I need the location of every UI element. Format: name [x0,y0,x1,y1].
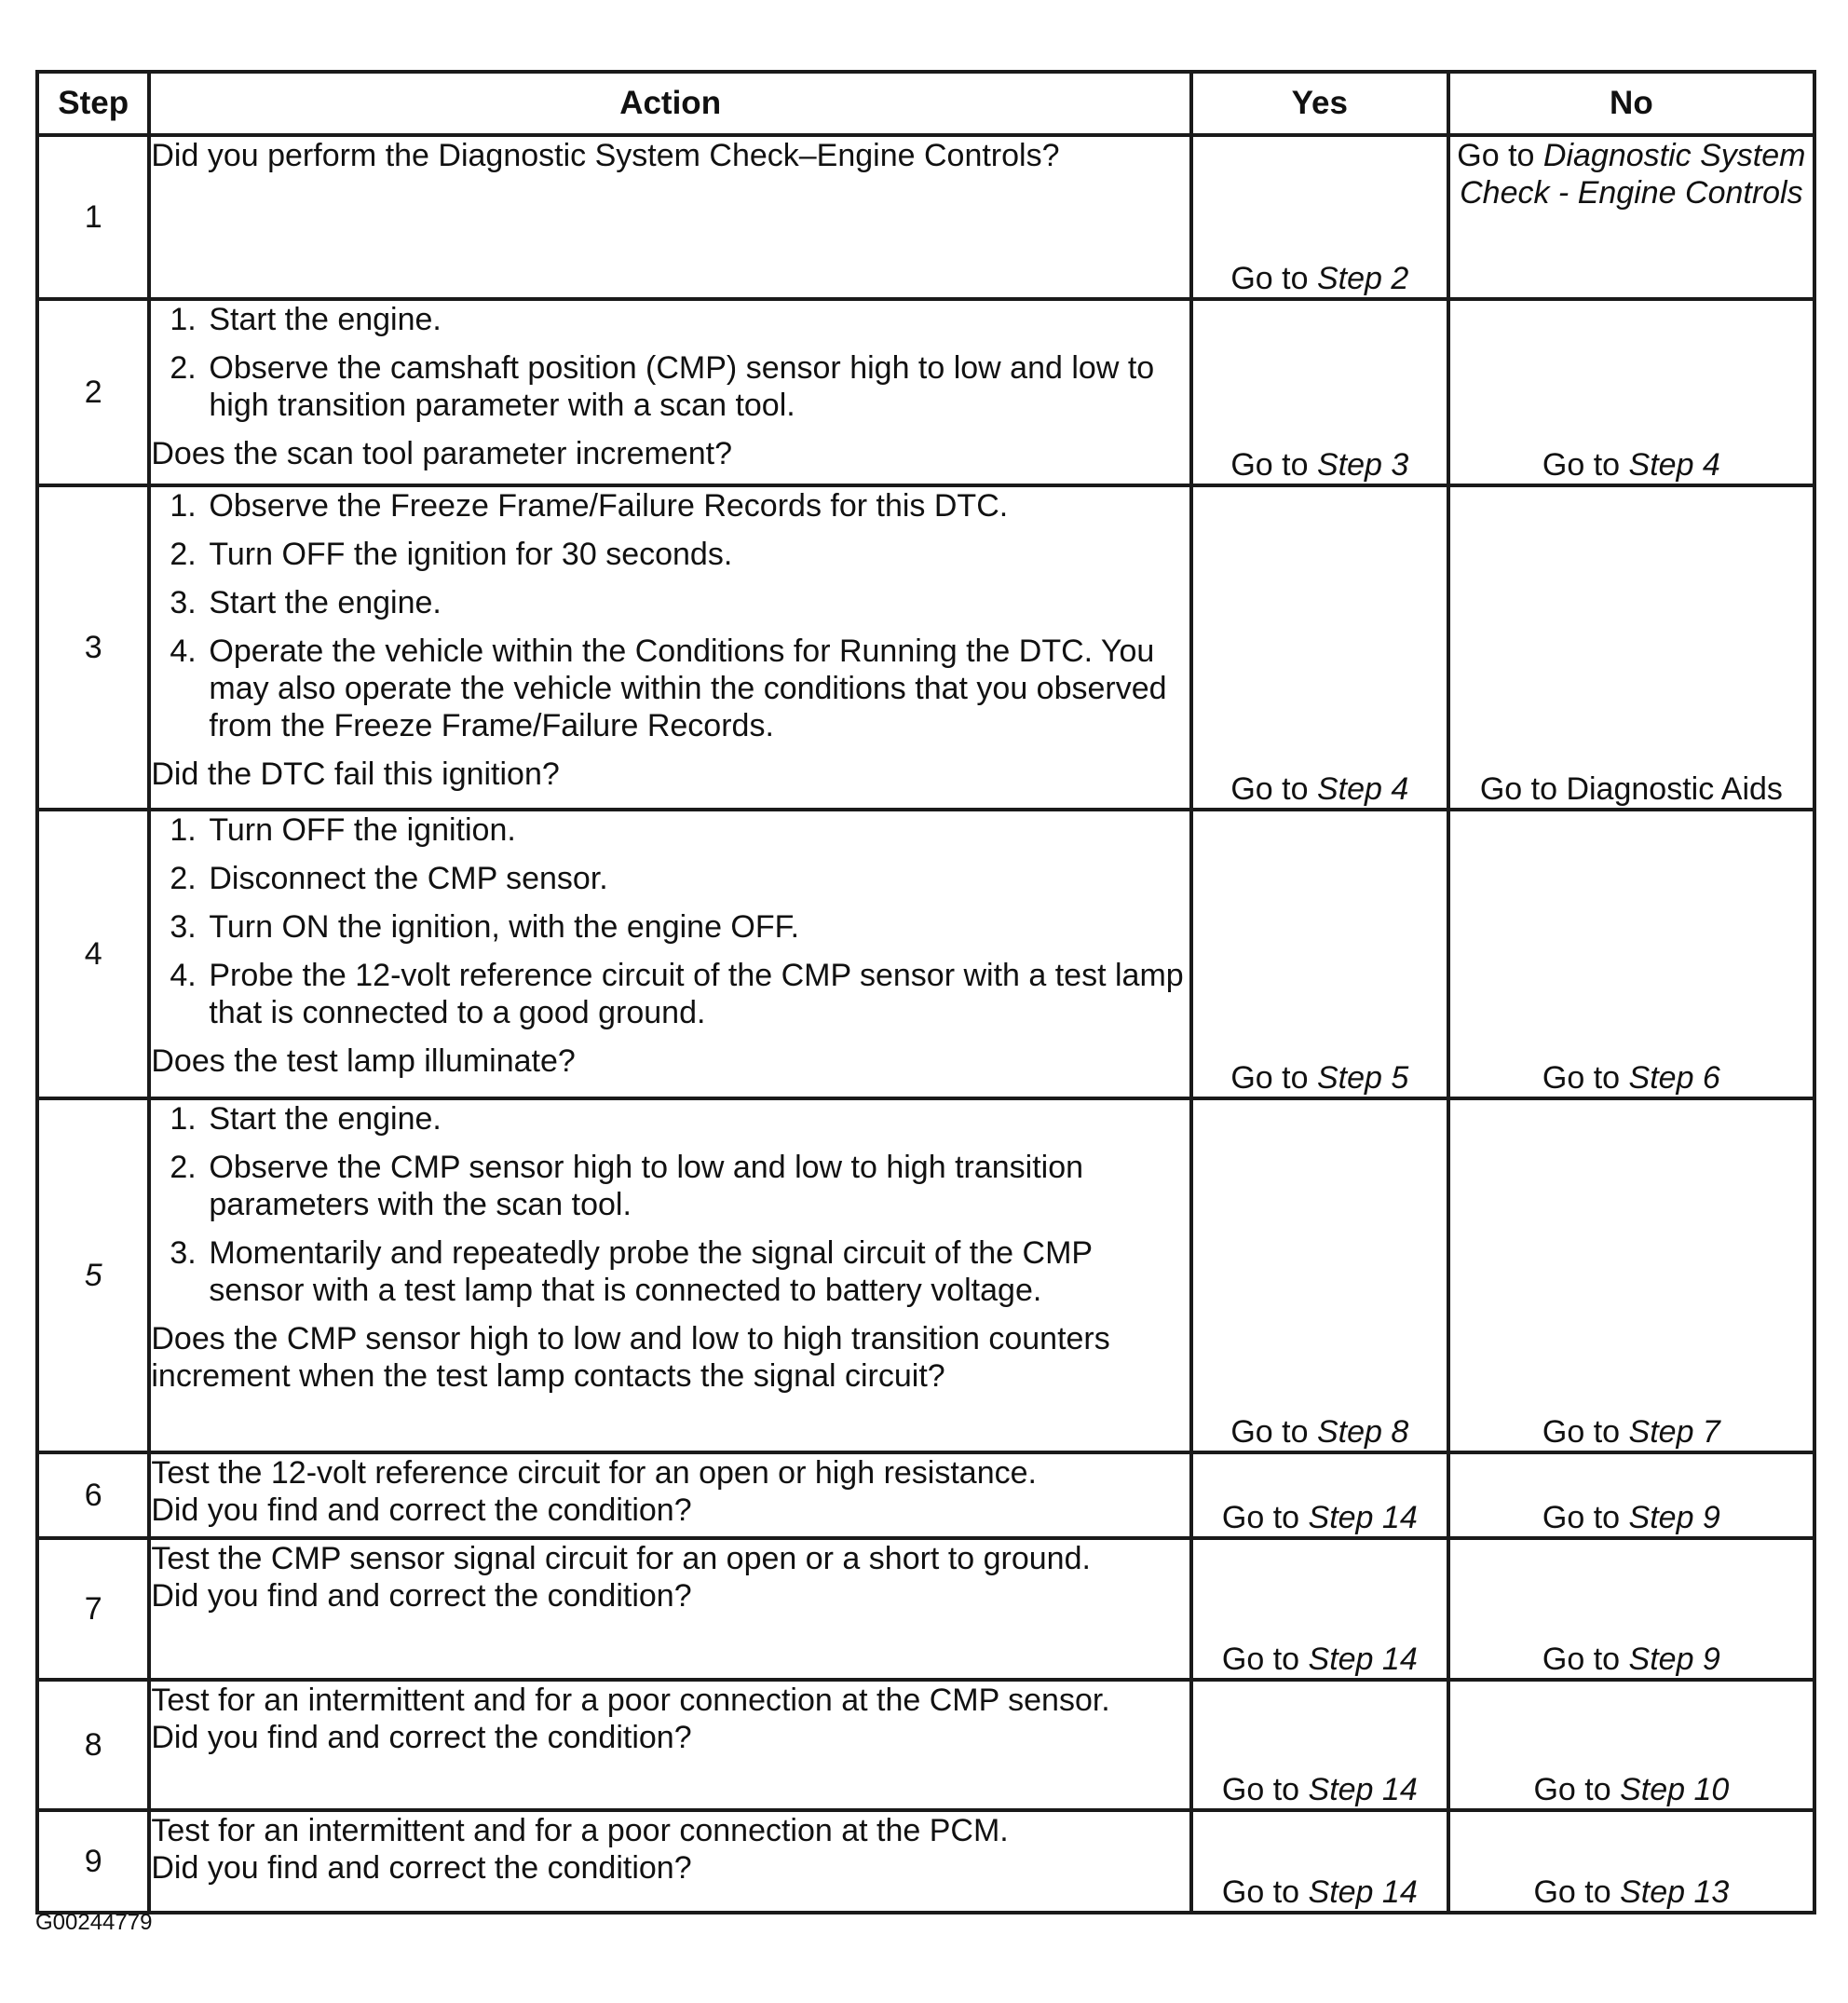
action-cell [149,299,1191,485]
no-prefix: Go to [1542,1500,1621,1535]
yes-cell [1191,1452,1448,1538]
substep [151,1100,1189,1138]
action-text: Test the CMP sensor signal circuit for an open or a short to ground. [151,1541,1091,1576]
header-row [37,72,1814,135]
substep-number: 1. [170,1101,197,1137]
diagnostic-table [35,70,1816,1914]
no-cell [1448,1810,1814,1913]
substep-number: 4. [170,958,197,993]
action-question: Did you find and correct the condition? [151,1578,692,1614]
yes-target-link[interactable]: Step 14 [1308,1772,1418,1807]
substep-number: 3. [170,585,197,620]
substep-text: Turn ON the ignition, with the engine OFF. [209,909,800,945]
yes-prefix: Go to [1230,261,1309,296]
substep [151,1234,1189,1309]
no-target-link[interactable]: Step 9 [1628,1642,1720,1677]
no-prefix: Go to [1533,1772,1611,1807]
yes-target-link[interactable]: Step 14 [1308,1642,1418,1677]
action-text: Test the 12-volt reference circuit for an open or high resistance. [151,1455,1037,1491]
yes-target-link[interactable]: Step 3 [1316,447,1409,483]
table-row [37,1680,1814,1810]
yes-prefix: Go to [1221,1642,1300,1677]
no-cell [1448,1098,1814,1452]
yes-prefix: Go to [1230,447,1309,483]
yes-prefix: Go to [1230,1414,1309,1450]
step-number: 3 [37,485,149,810]
yes-cell [1191,810,1448,1098]
yes-target-link[interactable]: Step 2 [1316,261,1409,296]
action-cell [149,485,1191,810]
substep [151,811,1189,849]
table-row [37,1538,1814,1680]
no-prefix: Go to [1542,1060,1621,1096]
substep-number: 1. [170,812,197,848]
no-prefix: Go to [1457,138,1535,173]
no-cell [1448,485,1814,810]
header-no: No [1448,72,1814,135]
step-number: 6 [37,1452,149,1538]
substep-text: Momentarily and repeatedly probe the signal circuit of the CMP sensor with a test lamp that is connected to battery voltage. [209,1235,1093,1308]
action-cell [149,1810,1191,1913]
no-cell [1448,1680,1814,1810]
yes-target-link[interactable]: Step 4 [1316,771,1409,807]
action-question: Does the CMP sensor high to low and low to high transition counters increment when the test lamp contacts the signal circuit? [151,1321,1110,1394]
yes-target-link[interactable]: Step 14 [1308,1874,1418,1910]
substep [151,860,1189,897]
action-cell [149,810,1191,1098]
substep [151,908,1189,946]
no-target-link[interactable]: Step 4 [1628,447,1720,483]
substep-number: 3. [170,909,197,945]
no-prefix: Go to [1542,447,1621,483]
yes-cell [1191,299,1448,485]
substep [151,957,1189,1031]
action-question: Does the scan tool parameter increment? [151,436,733,471]
yes-prefix: Go to [1221,1772,1300,1807]
figure-id: G00244779 [35,1910,153,1935]
substep-number: 1. [170,488,197,524]
substep [151,1149,1189,1223]
action-question: Does the test lamp illuminate? [151,1043,576,1079]
no-cell [1448,135,1814,299]
action-question: Did you find and correct the condition? [151,1492,692,1528]
yes-cell [1191,1810,1448,1913]
substep [151,301,1189,338]
yes-target-link[interactable]: Step 14 [1308,1500,1418,1535]
action-question: Did the DTC fail this ignition? [151,756,560,792]
substep-text: Turn OFF the ignition for 30 seconds. [209,537,733,572]
step-number: 9 [37,1810,149,1913]
substep [151,633,1189,744]
table-body [37,135,1814,1913]
no-prefix: Go to [1542,1414,1621,1450]
substep-text: Operate the vehicle within the Conditions for Running the DTC. You may also operate the vehicle within the conditions that you observed from the Freeze Frame/Failure Records. [209,634,1167,743]
step-number: 2 [37,299,149,485]
no-target-link[interactable]: Step 13 [1620,1874,1730,1910]
yes-cell [1191,485,1448,810]
table-row [37,810,1814,1098]
substep-number: 2. [170,861,197,896]
table-row [37,1452,1814,1538]
action-cell [149,1538,1191,1680]
step-number: 5 [37,1098,149,1452]
substep-number: 1. [170,302,197,337]
step-number: 1 [37,135,149,299]
no-cell [1448,1452,1814,1538]
no-cell [1448,1538,1814,1680]
step-number: 7 [37,1538,149,1680]
substep-text: Observe the CMP sensor high to low and low to high transition parameters with the scan tool. [209,1150,1084,1222]
yes-cell [1191,1098,1448,1452]
substep [151,349,1189,424]
no-prefix: Go to [1542,1642,1621,1677]
header-action: Action [149,72,1191,135]
yes-target-link[interactable]: Step 8 [1316,1414,1409,1450]
substep [151,584,1189,621]
action-text: Test for an intermittent and for a poor connection at the CMP sensor. [151,1683,1110,1718]
substep-text: Turn OFF the ignition. [209,812,516,848]
no-target-link[interactable]: Step 10 [1620,1772,1730,1807]
action-cell [149,1098,1191,1452]
substep-number: 2. [170,350,197,386]
yes-prefix: Go to [1230,771,1309,807]
no-target-link[interactable]: Step 6 [1628,1060,1720,1096]
yes-cell [1191,1538,1448,1680]
no-prefix: Go to [1533,1874,1611,1910]
substep-text: Start the engine. [209,1101,442,1137]
no-prefix: Go to Diagnostic Aids [1479,771,1783,807]
no-target-link[interactable]: Step 9 [1628,1500,1720,1535]
yes-prefix: Go to [1230,1060,1309,1096]
table-row [37,485,1814,810]
substep-text: Disconnect the CMP sensor. [209,861,608,896]
substep-text: Observe the Freeze Frame/Failure Records for this DTC. [209,488,1009,524]
no-cell [1448,299,1814,485]
substep-text: Observe the camshaft position (CMP) sensor high to low and low to high transition parameter with a scan tool. [209,350,1155,423]
substep-text: Start the engine. [209,585,442,620]
no-target-link[interactable]: Step 7 [1628,1414,1720,1450]
no-cell [1448,810,1814,1098]
yes-prefix: Go to [1221,1500,1300,1535]
table-row [37,299,1814,485]
substep-text: Probe the 12-volt reference circuit of the CMP sensor with a test lamp that is connected to a good ground. [209,958,1184,1030]
substep-number: 4. [170,634,197,669]
action-text: Test for an intermittent and for a poor connection at the PCM. [151,1813,1009,1848]
action-question: Did you find and correct the condition? [151,1720,692,1755]
substep [151,487,1189,525]
no-target-link[interactable]: Diagnostic System Check - Engine Controls [1460,138,1806,211]
action-text: Did you perform the Diagnostic System Check–Engine Controls? [151,138,1060,173]
header-step: Step [37,72,149,135]
action-cell [149,1680,1191,1810]
table-row [37,135,1814,299]
action-question: Did you find and correct the condition? [151,1850,692,1886]
step-number: 4 [37,810,149,1098]
action-cell [149,1452,1191,1538]
action-cell [149,135,1191,299]
step-number: 8 [37,1680,149,1810]
substep-number: 2. [170,1150,197,1185]
table-row [37,1810,1814,1913]
yes-cell [1191,135,1448,299]
yes-prefix: Go to [1221,1874,1300,1910]
substep-text: Start the engine. [209,302,442,337]
yes-target-link[interactable]: Step 5 [1316,1060,1409,1096]
table-row [37,1098,1814,1452]
substep [151,536,1189,573]
yes-cell [1191,1680,1448,1810]
substep-number: 2. [170,537,197,572]
header-yes: Yes [1191,72,1448,135]
substep-number: 3. [170,1235,197,1271]
